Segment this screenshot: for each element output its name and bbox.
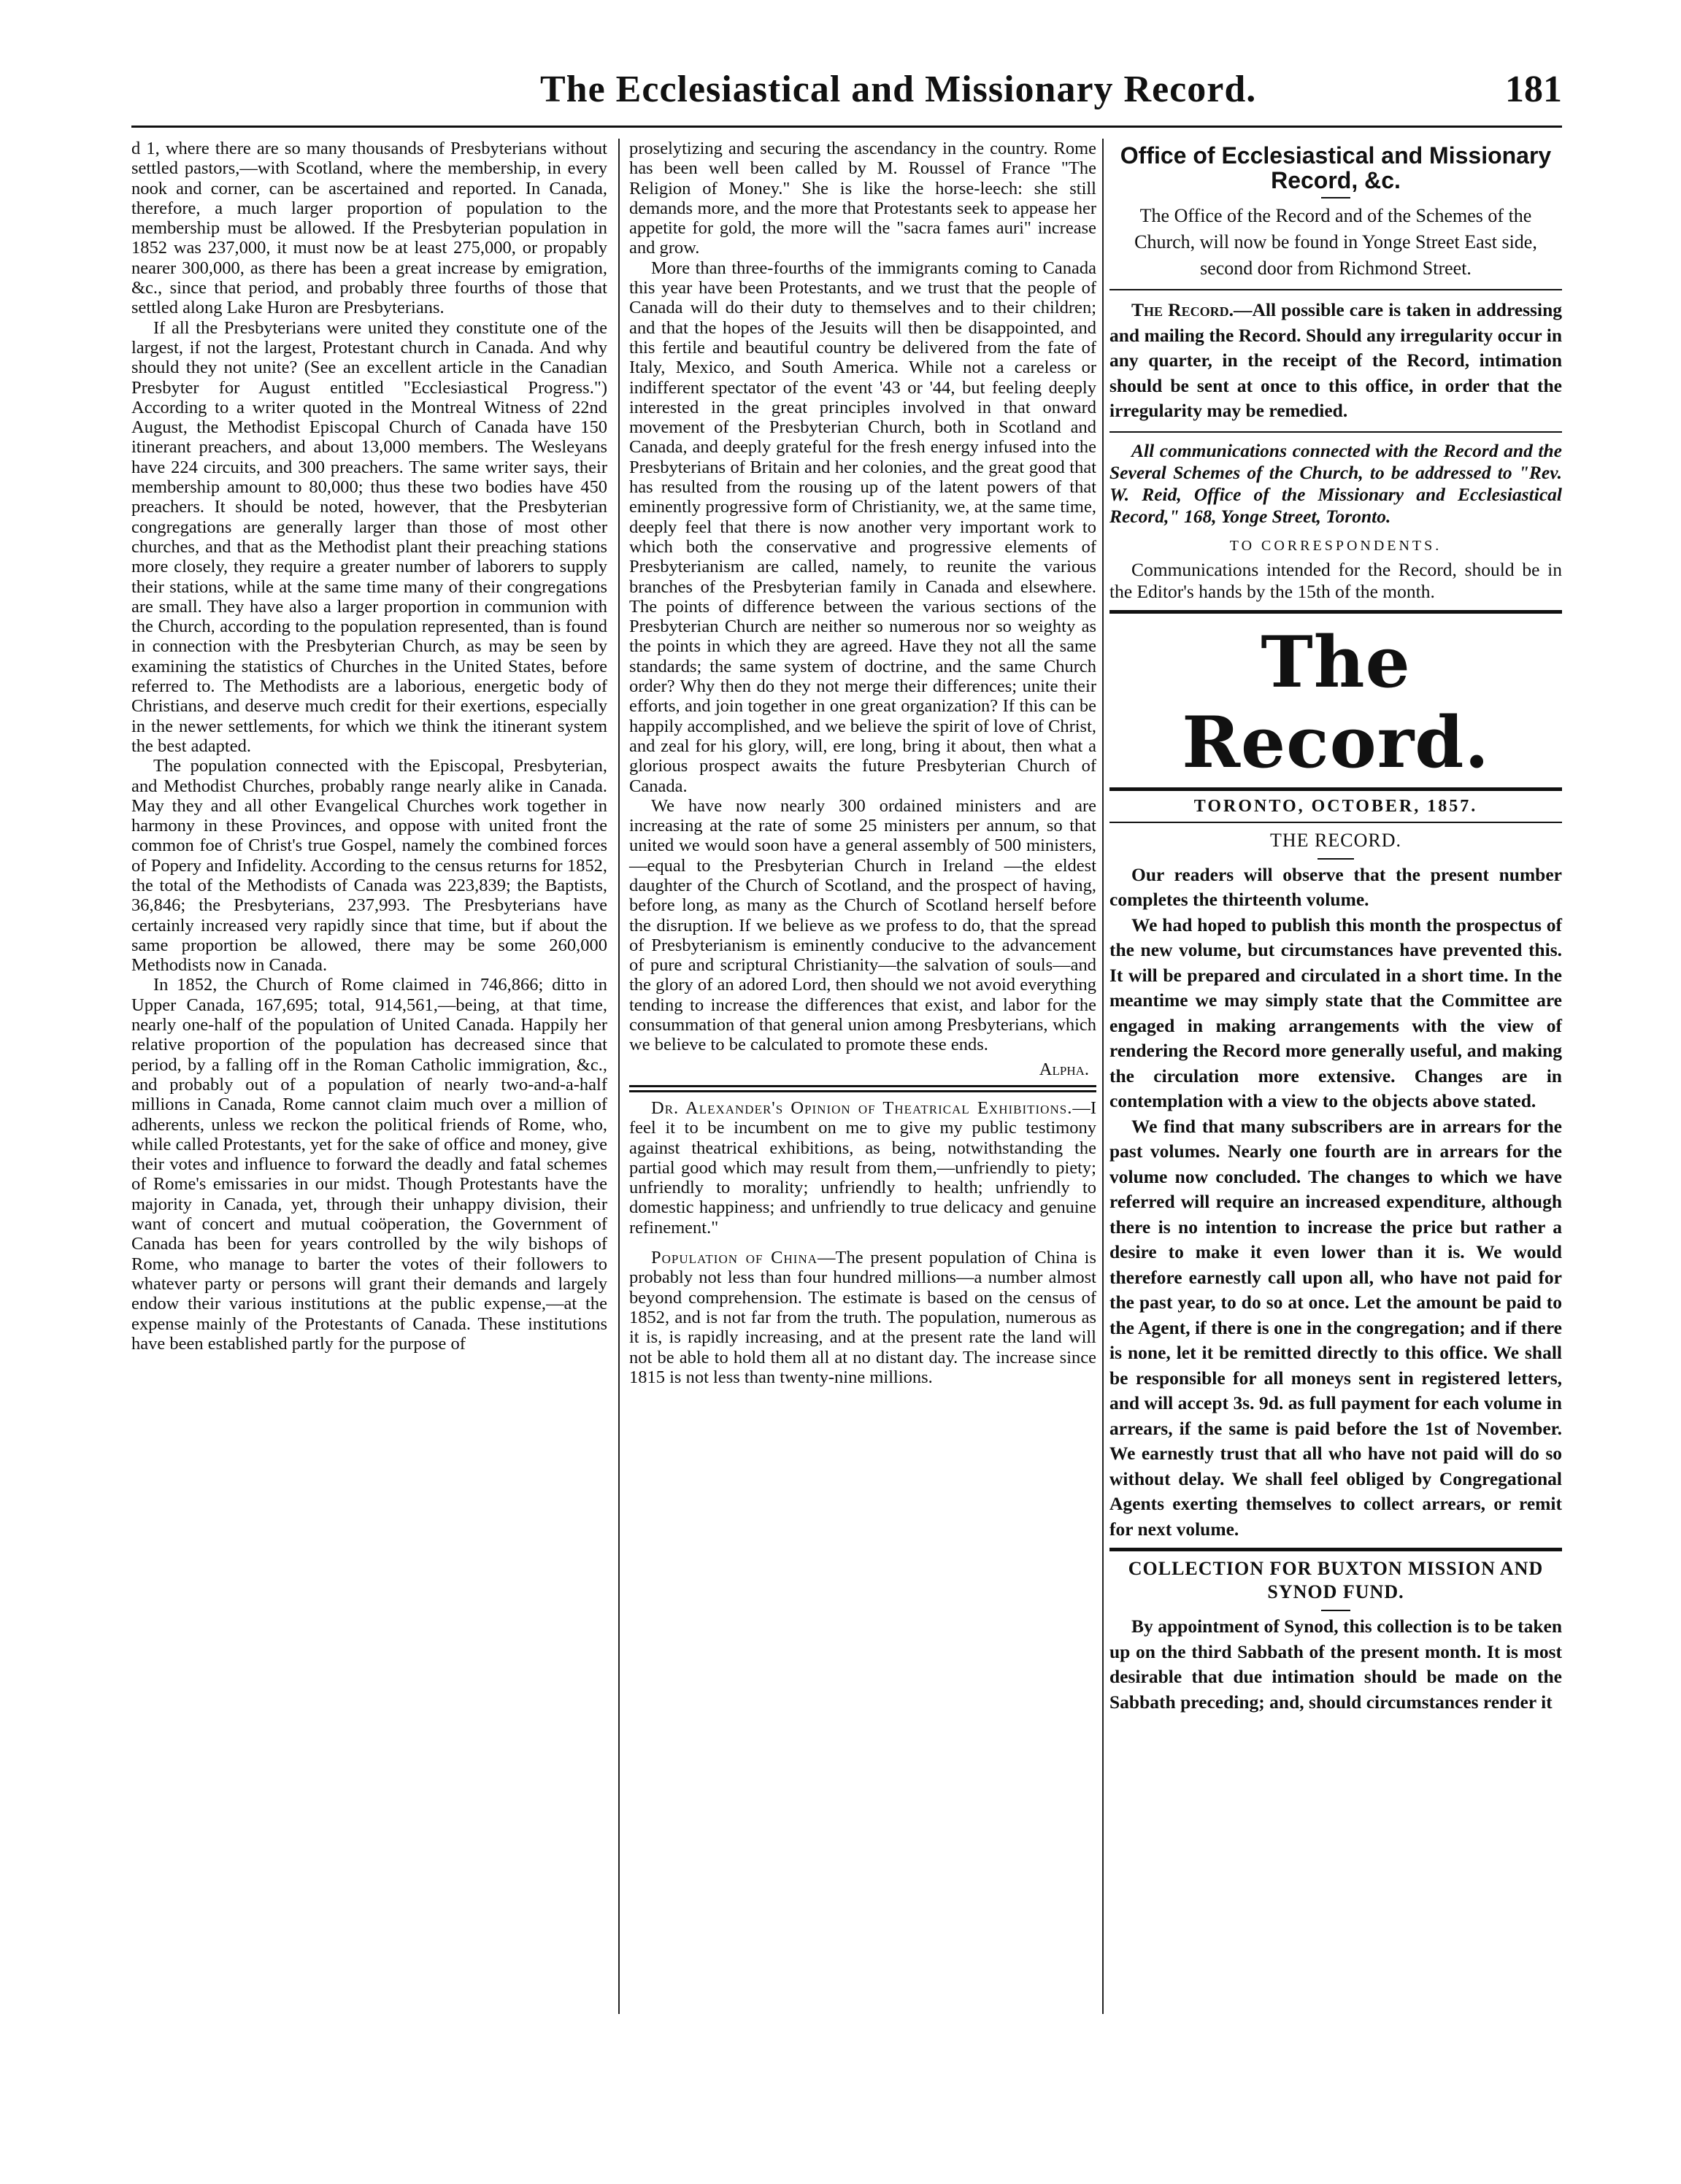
header-rule (131, 126, 1562, 128)
section-rule (1109, 431, 1562, 433)
body-paragraph: If all the Presbyterians were united they constitute one of the largest, if not the largest, Protestant church in Canada. And why should they not unite? (See an excellent article in the Canadian Presbyter for August entitled "Ecclesiastical Progress.") According to a writer quoted in the Montreal Witness of 22nd August, the Methodist Episcopal Church of Canada have 150 itinerant preachers, and about 13,000 members. The Wesleyans have 224 circuits, and 300 preachers. The same writer says, their membership amount to 80,000; thus these two bodies have 450 preachers. It should be noted, however, that the Presbyterian congregations are generally larger than those of most other churches, and that as the Methodist plant their preaching stations more closely, they require a greater number of laborers to supply their stations, while at the same time many of their congregations are small. They have also a larger proportion in communion with the Church, according to the population represented, than is found in connection with the Presbyterian Church, as may be seen by examining the statistics of Churches in the United States, before referred to. The Methodists are a laborious, energetic body of Christians, and deserve much credit for their exertions, especially in the newer settlements, for which we think the itinerant system the best adapted. (131, 317, 607, 756)
section-rule (1109, 289, 1562, 290)
article-signoff: Alpha. (1039, 1059, 1089, 1079)
column-2 (629, 139, 1096, 2014)
notice-lead: The Record. (1131, 299, 1234, 320)
section-heading: THE RECORD. (1270, 829, 1401, 851)
page-number: 181 (1505, 69, 1562, 110)
theatrical-paragraph (629, 1098, 1096, 1238)
masthead-rule (1109, 610, 1562, 614)
column-3 (1109, 139, 1562, 2036)
china-lead: Population of China (651, 1248, 818, 1268)
body-paragraph: We have now nearly 300 ordained ministers and are increasing at the rate of some 25 ministers per annum, so that united we would soon have a general assembly of 500 ministers, —equal to the Presbyterian Church in Ireland —the eldest daughter of the Church of Scotland, and the prospect of having, before long, as many as the Church of Scotland herself before the disruption. If we believe as we profess to do, that the spread of Presbyterianism is eminently conducive to the advancement of pure and scriptural Christianity—the salvation of souls—and the glory of an adored Lord, then should we not avoid everything tending to increase the differences that exist, and labor for the consummation of that general union among Presbyterians, which we believe to be calculated to promote these ends. (629, 795, 1096, 1055)
notice-text: —All possible care is taken in addressing and mailing the Record. Should any irregularity occur in any quarter, in the receipt of the Record, intimation should be sent at once to this office, in order that the irregularity may be remedied. (1109, 299, 1562, 421)
china-paragraph (629, 1248, 1096, 1387)
correspondents-heading: TO CORRESPONDENTS. (1229, 537, 1442, 554)
dateline-rule (1109, 822, 1562, 823)
short-rule (1318, 858, 1354, 860)
column-1 (131, 139, 607, 2014)
section-rule (1109, 1548, 1562, 1551)
collection-paragraph: By appointment of Synod, this collection is to be taken up on the third Sabbath of the present month. It is most desirable that due intimation should be made on the Sabbath preceding; and, should circumstances render it (1109, 1616, 1562, 1713)
theatrical-lead: Dr. Alexander's Opinion of Theatrical Exhibitions. (651, 1097, 1073, 1118)
masthead-rule (1109, 787, 1562, 791)
office-text: The Office of the Record and of the Schemes of the Church, will now be found in Yonge Street East side, second door from Richmond Street. (1134, 205, 1537, 279)
office-heading: Office of Ecclesiastical and Missionary Record, &c. (1120, 142, 1552, 193)
column-divider (618, 139, 620, 2014)
theatrical-text: —I feel it to be incumbent on me to give my public testimony against theatrical exhibitions, as being, notwithstanding the partial good which may result from them,—unfriendly to piety; unfriendly to morality; unfriendly to health; unfriendly to domestic happiness; and unfriendly to true delicacy and genuine refinement." (629, 1097, 1096, 1238)
body-paragraph: The population connected with the Episcopal, Presbyterian, and Methodist Churches, probably range nearly alike in Canada. May they and all other Evangelical Churches work together in harmony in these Provinces, and oppose with united front the common foe of Christ's true Gospel, namely the combined forces of Popery and Infidelity. According to the census returns for 1852, the total of the Methodists of Canada was 223,839; the Baptists, 36,846; the Presbyterians, 237,993. The Presbyterians have certainly increased very rapidly since that time, but if about the same proportion be allowed, there may be some 260,000 Methodists now in Canada. (131, 756, 607, 976)
running-header (131, 64, 1562, 123)
communications-notice: All communications connected with the Record and the Several Schemes of the Church, to be addressed to "Rev. W. Reid, Office of the Missionary and Ecclesiastical Record," 168, Yonge Street, Toronto. (1109, 439, 1562, 527)
dateline: TORONTO, OCTOBER, 1857. (1193, 796, 1478, 816)
body-paragraph: d 1, where there are so many thousands of Presbyterians without settled pastors,—with Scotland, where the membership, in every nook and corner, can be ascertained and reported. In Canada, therefore, a much larger proportion of population to the membership must be allowed. If the Presbyterian population in 1852 was 237,000, it must now be at least 275,000, or propably nearer 300,000, as there has been a great increase by emigration, &c., since that period, and probably three fourths of those that settled along Lake Huron are Presbyterians. (131, 139, 607, 318)
notice-paragraph (1109, 298, 1562, 424)
body-paragraph: More than three-fourths of the immigrants coming to Canada this year have been Protestants, and we trust that the people of Canada will do their duty to themselves and to their children; and that the hopes of the Jesuits will then be disappointed, and this fertile and beautiful country be delivered from the fate of Italy, Mexico, and South America. While not a careless or indifferent spectator of the event '43 or '44, but feeling deeply interested in the great principles involved in that onward movement of the Presbyterian Church, both in Scotland and Canada, and deeply grateful for the fresh energy infused into the Presbyterians of Britain and her colonies, and the great good that has resulted from the rousing up of the latent powers of that eminently progressive form of Christianity, we, at the same time, deeply feel that there is now another very important work to which both the conservative and progressive elements of Presbyterianism are called, namely, to reunite the various branches of the Presbyterian family in Canada and elsewhere. The points of difference between the various sections of the Presbyterian Church are neither so numerous nor so weighty as the points in which they are agreed. Have they not all the same standards; the same system of doctrine, and the same Church order? Why then do they not merge their differences; unite their efforts, and join together in one great organization? If this can be happily accomplished, and we believe the spirit of love of Christ, and zeal for his glory, will, ere long, bring it about, then what a glorious prospect awaits the future Presbyterian Church of Canada. (629, 258, 1096, 796)
record-masthead: The Record. (1182, 620, 1490, 784)
column-divider (1102, 139, 1104, 2014)
section-rule (629, 1085, 1096, 1092)
collection-heading: COLLECTION FOR BUXTON MISSION AND SYNOD FUND. (1128, 1558, 1544, 1603)
correspondents-text: Communications intended for the Record, should be in the Editor's hands by the 15th of the month. (1109, 558, 1562, 602)
china-text: —The present population of China is probably not less than four hundred millions—a number almost beyond comprehension. The estimate is based on the census of 1852, and is not far from the truth. The population, numerous as it is, is rapidly increasing, and at the present rate the land will not be able to hold them all at no distant day. The increase since 1815 is not less than twenty-nine millions. (629, 1248, 1097, 1387)
journal-title: The Ecclesiastical and Missionary Record. (540, 69, 1257, 110)
short-rule (1321, 197, 1350, 198)
body-paragraph: proselytizing and securing the ascendancy in the country. Rome has been well been called by M. Roussel of France "The Religion of Money." She is like the horse-leech: she still demands more, and the more that Protestants seek to appease her appetite for gold, the more will the "sacra fames auri" increase and grow. (629, 139, 1096, 258)
record-paragraph: We had hoped to publish this month the prospectus of the new volume, but circumstances have prevented this. It will be prepared and circulated in a short time. In the meantime we may simply state that the Committee are engaged in making arrangements with the view of rendering the Record more generally useful, and making the circulation more extensive. Changes are in contemplation with a view to the objects above stated. (1109, 914, 1562, 1112)
short-rule (1321, 1610, 1350, 1611)
record-paragraph: We find that many subscribers are in arrears for the past volumes. Nearly one fourth are in arrears for the volume now concluded. The changes to which we have referred will require an increased expenditure, although there is no intention to increase the price but rather a desire to make it even lower than it is. We would therefore earnestly call upon all, who have not paid for the past year, to do so at once. Let the amount be paid to the Agent, if there is one in the congregation; and if there is none, let it be remitted directly to this office. We shall be responsible for all moneys sent in registered letters, and will accept 3s. 9d. as full payment for each volume in arrears, if the same is paid before the 1st of November. We earnestly trust that all who have not paid will do so without delay. We shall feel obliged by Congregational Agents exerting themselves to collect arrears, or remit for next volume. (1109, 1115, 1562, 1540)
record-paragraph: Our readers will observe that the present number completes the thirteenth volume. (1109, 863, 1562, 911)
body-paragraph: In 1852, the Church of Rome claimed in 746,866; ditto in Upper Canada, 167,695; total, 914,561,—being, at that time, nearly one-half of the population of United Canada. Happily her relative proportion of the population has decreased since that period, by a falling off in the Roman Catholic immigration, &c., and probably out of a population of nearly two-and-a-half millions in Canada, Rome cannot claim much over a million of adherents, unless we reckon the political friends of Rome, who, while called Protestants, yet for the sake of office and money, give their votes and influence to forward the deadly and fatal schemes of Rome's emissaries in our midst. Though Protestants have the majority in Canada, yet, through their unhappy division, their want of concert and mutual coöperation, the Government of Canada has been for years controlled by the wily bishops of Rome, who manage to barter the votes of their followers to whatever party or persons will grant their demands and largely endow their various institutions at the public expense,—at the expense mainly of the Protestants of Canada. These institutions have been established partly for the purpose of (131, 975, 607, 1354)
